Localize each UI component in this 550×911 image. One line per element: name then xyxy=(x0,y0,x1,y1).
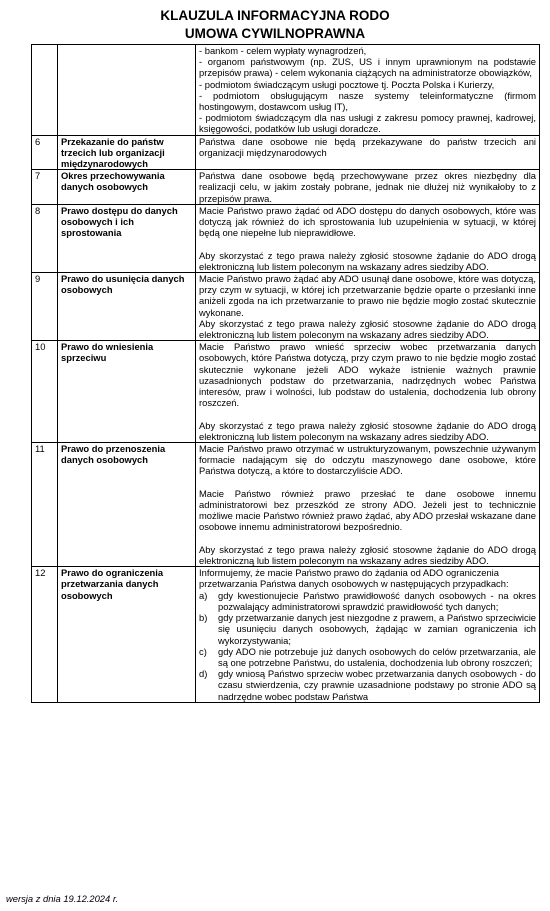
list-marker: b) xyxy=(199,612,208,624)
list-item: - podmiotom obsługującym nasze systemy teleinformatyczne (firmom hostingowym, dostawcom usług IT), xyxy=(199,89,536,113)
row-description-cell xyxy=(196,567,540,702)
list-item xyxy=(199,590,536,612)
table-row-continuation xyxy=(32,45,540,136)
row-description-cell xyxy=(196,45,540,136)
row-paragraph: Państwa dane osobowe będą przechowywane przez okres niezbędny dla realizacji celu, w jakim zostały pobrane, jednak nie dłużej niż wynikałoby to z przepisów prawa. xyxy=(199,170,536,204)
row-number-cell xyxy=(32,45,58,136)
row-description-cell xyxy=(196,443,540,567)
row-number: 10 xyxy=(32,341,58,443)
row-number: 7 xyxy=(32,170,58,205)
table-row xyxy=(32,341,540,443)
row-paragraph: Aby skorzystać z tego prawa należy zgłosić stosowne żądanie do ADO drogą elektroniczną lub listem poleconym na wskazany adres siedziby ADO. xyxy=(199,249,536,272)
row-name-cell xyxy=(58,45,196,136)
list-item xyxy=(199,612,536,646)
recipients-list xyxy=(199,45,536,135)
row-heading: Przekazanie do państw trzecich lub organizacji międzynarodowych xyxy=(58,135,196,170)
row-description-cell xyxy=(196,273,540,341)
row-number: 12 xyxy=(32,567,58,702)
row-heading: Prawo dostępu do danych osobowych i ich sprostowania xyxy=(58,204,196,272)
row-paragraph: Informujemy, że macie Państwo prawo do żądania od ADO ograniczenia przetwarzania Państwa danych osobowych w następujących przypadkach: xyxy=(199,567,509,590)
row-paragraph: Macie Państwo prawo żądać aby ADO usunął dane osobowe, które was dotyczą, przy czym w sytuacji, w której ich przetwarzanie będzie oparte o przesłanki inne aniżeli zgoda na ich przetwarzanie to prawo nie będzie mogło zostać skutecznie wykonane. xyxy=(199,273,536,318)
document-subtitle: UMOWA CYWILNOPRAWNA xyxy=(184,26,366,41)
row-number: 8 xyxy=(32,204,58,272)
row-heading: Prawo do przenoszenia danych osobowych xyxy=(58,443,196,567)
row-description-cell xyxy=(196,135,540,170)
row-paragraph: Aby skorzystać z tego prawa należy zgłosić stosowne żądanie do ADO drogą elektroniczną lub listem poleconym na wskazany adres siedziby ADO. xyxy=(199,317,536,341)
rodo-clause-table xyxy=(31,44,540,703)
row-description-cell xyxy=(196,170,540,205)
list-item: - podmiotom świadczącym dla nas usługi z zakresu pomocy prawnej, kadrowej, księgowości, podatków lub usługi doradcze. xyxy=(199,112,536,135)
list-marker: d) xyxy=(199,668,208,680)
row-paragraph: Aby skorzystać z tego prawa należy zgłosić stosowne żądanie do ADO drogą elektroniczną lub listem poleconym na wskazany adres siedziby ADO. xyxy=(199,543,536,567)
row-heading: Prawo do wniesienia sprzeciwu xyxy=(58,341,196,443)
list-item xyxy=(199,668,536,702)
table-row xyxy=(32,273,540,341)
version-note: wersja z dnia 19.12.2024 r. xyxy=(6,893,119,904)
table-row xyxy=(32,443,540,567)
row-number: 6 xyxy=(32,135,58,170)
row-heading: Prawo do ograniczenia przetwarzania danych osobowych xyxy=(58,567,196,702)
list-marker: a) xyxy=(199,589,208,601)
row-number: 9 xyxy=(32,273,58,341)
list-item xyxy=(199,646,536,668)
row-paragraph: Państwa dane osobowe nie będą przekazywane do państw trzecich ani organizacji międzynarodowych xyxy=(199,135,536,158)
table-row xyxy=(32,204,540,272)
document-title: KLAUZULA INFORMACYJNA RODO xyxy=(160,8,390,23)
row-paragraph: Macie Państwo prawo wnieść sprzeciw wobec przetwarzania danych osobowych, które Państwa dotyczą, przy czym prawo to nie będzie mogło zostać skutecznie wykonane jeżeli ADO wykaże istnienie ważnych prawnie uzasadnionych podstaw do przetwarzania, nadrzędnych wobec Państwa interesów, praw i wolności, lub podstaw do ustalenia, dochodzenia lub obrony roszczeń. xyxy=(199,341,536,409)
list-item: - organom państwowym (np. ZUS, US i innym uprawnionym na podstawie przepisów prawa) - celem wykonania ciążących na administratorze obowiązków, xyxy=(199,56,536,79)
list-item: - bankom - celem wypłaty wynagrodzeń, xyxy=(199,45,367,56)
row-number: 11 xyxy=(32,443,58,567)
row-description-cell xyxy=(196,341,540,443)
row-paragraph: Macie Państwo prawo żądać od ADO dostępu do danych osobowych, które was dotyczą jak również do ich sprostowania lub uzupełnienia w sytuacji, w której będą one niepełne lub nieprawidłowe. xyxy=(199,204,536,239)
row-description-cell xyxy=(196,204,540,272)
row-paragraph: Macie Państwo również prawo przesłać te dane osobowe innemu administratorowi bez przeszkód ze strony ADO. Jeżeli jest to technicznie możliwe macie Państwo również prawo żądać, aby ADO przesłał wskazane dane osobowe innemu administratorowi bezpośrednio. xyxy=(199,487,536,533)
restriction-cases-list xyxy=(199,590,536,702)
list-item: - podmiotom świadczącym usługi pocztowe tj. Poczta Polska i Kurierzy, xyxy=(199,78,495,90)
table-row xyxy=(32,170,540,205)
row-paragraph: Aby skorzystać z tego prawa należy zgłosić stosowne żądanie do ADO drogą elektroniczną lub listem poleconym na wskazany adres siedziby ADO. xyxy=(199,419,536,442)
row-heading: Okres przechowywania danych osobowych xyxy=(58,170,196,205)
list-item-text: gdy wniosą Państwo sprzeciw wobec przetwarzania danych osobowych - do czasu stwierdzenia, czy prawnie uzasadnione podstawy po stronie ADO są nadrzędne wobec podstaw Państwa xyxy=(218,668,536,702)
row-heading: Prawo do usunięcia danych osobowych xyxy=(58,273,196,341)
list-item-text: gdy przetwarzanie danych jest niezgodne z prawem, a Państwo sprzeciwicie się usunięciu danych osobowych, żądając w zamian ograniczenia ich wykorzystywania; xyxy=(218,612,536,646)
table-row xyxy=(32,135,540,170)
list-item-text: gdy ADO nie potrzebuje już danych osobowych do celów przetwarzania, ale są one potrzebne Państwu, do ustalenia, dochodzenia lub obrony roszczeń; xyxy=(218,645,536,668)
row-paragraph: Macie Państwo prawo otrzymać w ustrukturyzowanym, powszechnie używanym formacie nadającym się do odczytu maszynowego dane osobowe, które Państwa dotyczą, a które to dostarczyliście ADO. xyxy=(199,443,536,477)
list-item-text: gdy kwestionujecie Państwo prawidłowość danych osobowych - na okres pozwalający administratorowi sprawdzić prawidłowość tych danych; xyxy=(218,589,536,612)
list-marker: c) xyxy=(199,645,207,657)
table-row xyxy=(32,567,540,702)
